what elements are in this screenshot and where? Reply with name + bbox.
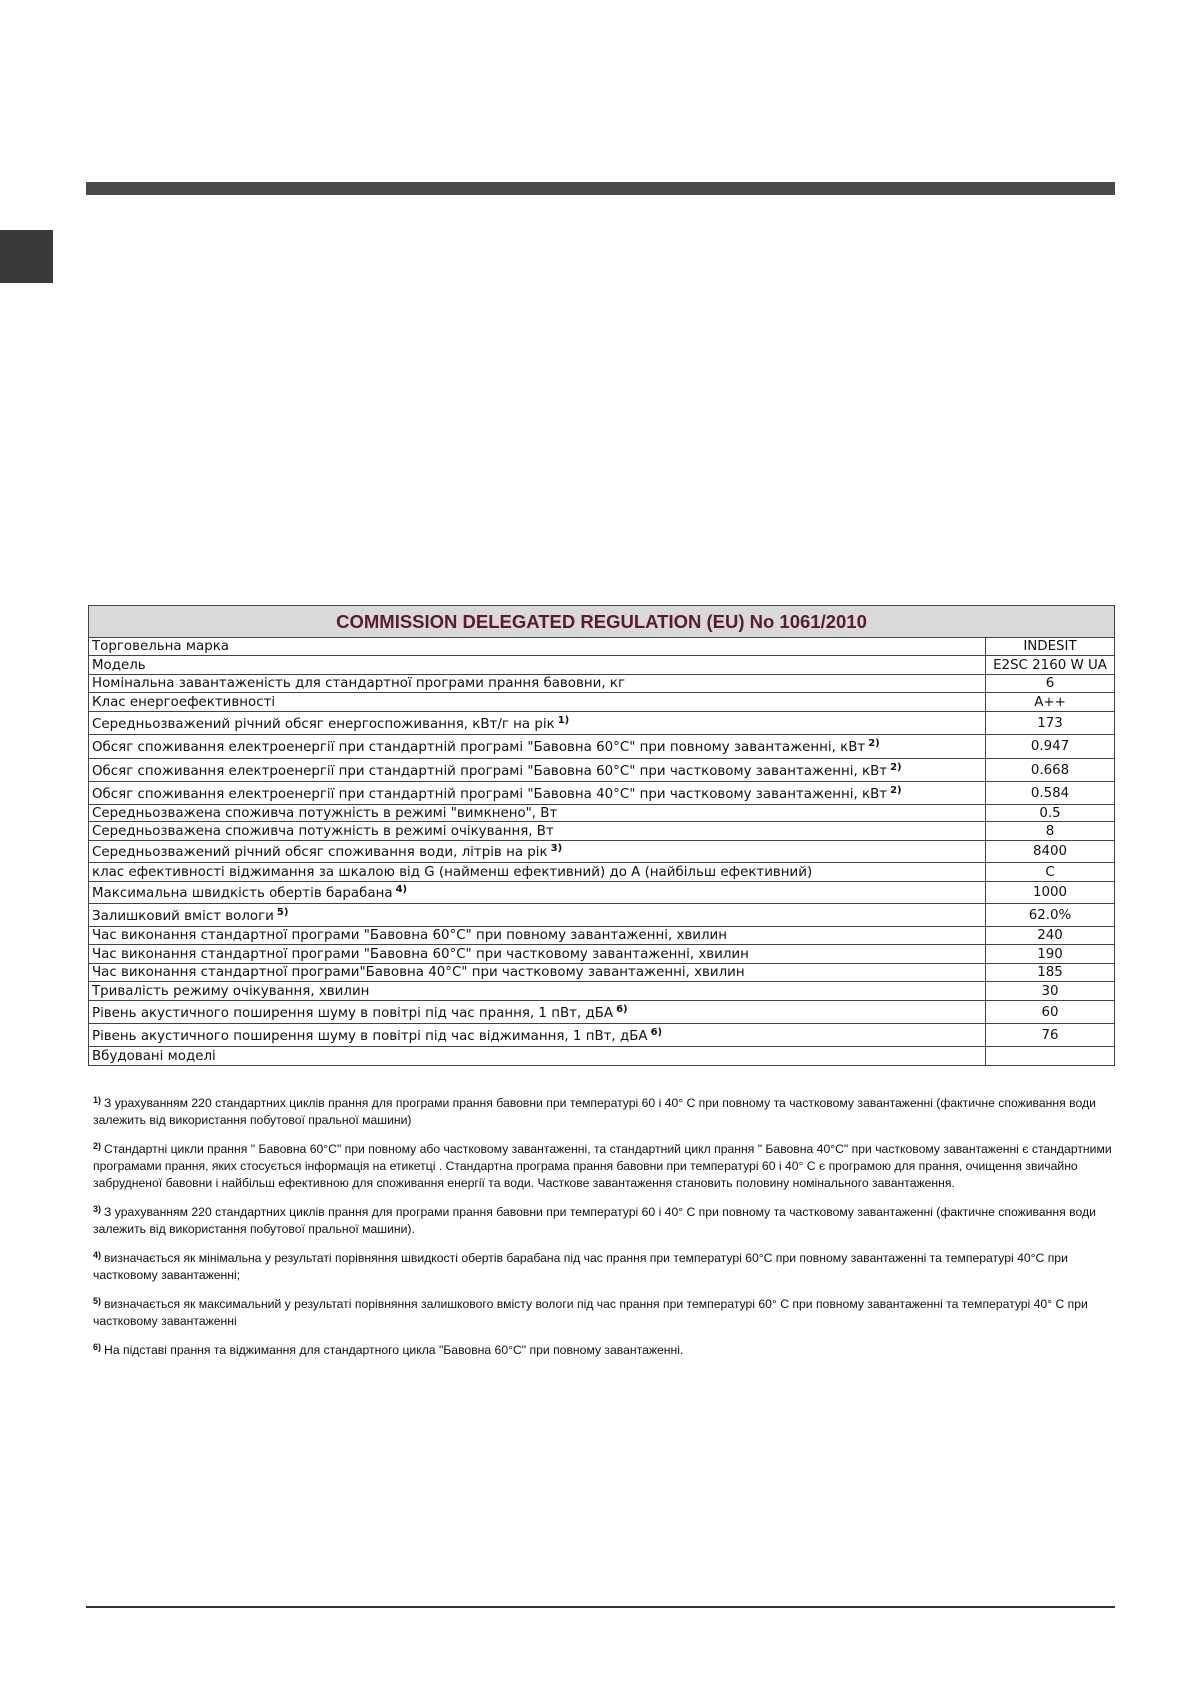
table-row	[89, 882, 1115, 904]
footnote-ref: 1)	[557, 714, 570, 726]
footnote-text: визначається як мінімальна у результаті порівняння швидкості обертів барабана під час прання при температурі 60°С при повному завантаженні та температурі 40°С при частковому завантаженні;	[93, 1251, 1068, 1282]
bottom-rule	[86, 1606, 1115, 1608]
row-value: 0.584	[986, 782, 1115, 805]
table-row	[89, 982, 1115, 1001]
table-row	[89, 805, 1115, 822]
row-value: 30	[986, 982, 1115, 1001]
row-label: Середньозважена споживча потужність в режимі "вимкнено", Вт	[92, 805, 558, 821]
row-value: 8400	[986, 841, 1115, 863]
table-row	[89, 1047, 1115, 1066]
table-row	[89, 675, 1115, 693]
footnote-ref: 5)	[276, 906, 289, 918]
row-value: 1000	[986, 882, 1115, 904]
row-value: 0.668	[986, 759, 1115, 782]
row-value: 8	[986, 822, 1115, 841]
table-row	[89, 735, 1115, 759]
row-label: Середньозважена споживча потужність в режимі очікування, Вт	[92, 823, 554, 839]
row-label: Час виконання стандартної програми"Бавовна 40°С" при частковому завантаженні, хвилин	[92, 965, 745, 980]
footnote-ref: 3)	[550, 843, 563, 854]
footnote-ref: 6)	[650, 1026, 663, 1038]
table-row	[89, 1001, 1115, 1024]
footnotes	[93, 1092, 1113, 1368]
row-label-cell	[89, 841, 986, 863]
row-label-cell	[89, 982, 986, 1001]
row-label-cell	[89, 805, 986, 822]
row-value: 0.947	[986, 735, 1115, 759]
row-label-cell	[89, 927, 986, 945]
row-value: A++	[986, 693, 1115, 712]
row-value: 240	[986, 927, 1115, 945]
row-label-cell	[89, 735, 986, 759]
footnote	[93, 1339, 1113, 1359]
row-label: Час виконання стандартної програми "Бавовна 60°С" при частковому завантаженні, хвилин	[92, 946, 749, 962]
row-label-cell	[89, 759, 986, 782]
footnote	[93, 1247, 1113, 1284]
row-label-cell	[89, 675, 986, 693]
footnote	[93, 1201, 1113, 1238]
row-label: Залишковий вміст вологи	[92, 908, 274, 924]
footnote-ref: 4)	[395, 884, 408, 895]
row-label: Торговельна марка	[92, 639, 229, 654]
top-rule	[86, 182, 1115, 195]
regulation-table	[88, 605, 1115, 1066]
table-row	[89, 841, 1115, 863]
table-row	[89, 927, 1115, 945]
row-label: Середньозважений річний обсяг споживання води, літрів на рік	[92, 845, 548, 860]
table-row	[89, 822, 1115, 841]
footnote-marker: 3)	[93, 1204, 102, 1214]
row-label: Рівень акустичного поширення шуму в повітрі під час прання, 1 пВт, дБА	[92, 1005, 614, 1021]
footnote-text: З урахуванням 220 стандартних циклів прання для програми прання бавовни при температурі 60 і 40° С при повному та частковому завантаженні (фактичне споживання води залежить від використання побутової пральної машини).	[93, 1205, 1096, 1236]
table-row	[89, 693, 1115, 712]
footnote-marker: 6)	[93, 1342, 102, 1352]
row-value: 60	[986, 1001, 1115, 1024]
row-value: 190	[986, 945, 1115, 964]
footnote	[93, 1092, 1113, 1129]
row-label: клас ефективності віджимання за шкалою від G (найменш ефективний) до A (найбільш ефективний)	[92, 864, 813, 880]
row-label-cell	[89, 782, 986, 805]
table-row	[89, 638, 1115, 656]
footnote-marker: 2)	[93, 1141, 102, 1151]
footnote-text: З урахуванням 220 стандартних циклів прання для програми прання бавовни при температурі 60 і 40° С при повному та частковому завантаженні (фактичне споживання води залежить від використання побутової пральної машини)	[93, 1096, 1096, 1127]
table-row	[89, 782, 1115, 805]
table-row	[89, 964, 1115, 982]
footnote-marker: 5)	[93, 1296, 102, 1306]
row-label: Обсяг споживання електроенергії при стандартній програмі "Бавовна 60°С" при частковому завантаженні, кВт	[92, 763, 888, 779]
footnote-ref: 2)	[890, 761, 902, 773]
footnote-text: На підставі прання та віджимання для стандартного цикла "Бавовна 60°С" при повному завантаженні.	[104, 1343, 684, 1357]
table-row	[89, 1024, 1115, 1047]
row-label-cell	[89, 945, 986, 964]
row-value: C	[986, 863, 1115, 882]
row-label-cell	[89, 1001, 986, 1024]
row-value: E2SC 2160 W UA	[986, 656, 1115, 675]
row-label: Обсяг споживання електроенергії при стандартній програмі "Бавовна 40°С" при частковому завантаженні, кВт	[92, 786, 888, 802]
row-label-cell	[89, 882, 986, 904]
row-value: 185	[986, 964, 1115, 982]
row-label: Тривалість режиму очікування, хвилин	[92, 983, 370, 999]
row-label-cell	[89, 1047, 986, 1066]
row-label: Клас енергоефективності	[92, 694, 276, 710]
row-value	[986, 1047, 1115, 1066]
row-label: Час виконання стандартної програми "Бавовна 60°С" при повному завантаженні, хвилин	[92, 928, 728, 943]
table-row	[89, 904, 1115, 927]
row-label: Обсяг споживання електроенергії при стандартній програмі "Бавовна 60°С" при повному завантаженні, кВт	[92, 740, 866, 755]
table-body	[89, 638, 1115, 1066]
row-label: Модель	[92, 657, 146, 673]
table-row	[89, 863, 1115, 882]
footnote-ref: 6)	[616, 1003, 628, 1015]
row-label-cell	[89, 656, 986, 675]
row-label-cell	[89, 638, 986, 656]
row-value: 76	[986, 1024, 1115, 1047]
footnote-text: Стандартні цикли прання " Бавовна 60°С" при повному або частковому завантаженні, та стандартний цикл прання " Бавовна 40°С" при частковому завантаженні є стандартними програмами прання, яких стосується інформація на етикетці . Стандартна програма прання бавовни при температурі 60 і 40° С є програмою для прання, очищення звичайно забрудненої бавовни і найбільш ефективною для споживання енергії та води. Часткове завантаження становить половину номінального завантаження.	[93, 1142, 1112, 1190]
row-value: 6	[986, 675, 1115, 693]
regulation-title: COMMISSION DELEGATED REGULATION (EU) No 1061/2010	[89, 606, 1115, 638]
row-value: INDESIT	[986, 638, 1115, 656]
table-header-row	[89, 606, 1115, 638]
table-row	[89, 656, 1115, 675]
footnote	[93, 1138, 1113, 1192]
row-label-cell	[89, 1024, 986, 1047]
row-label-cell	[89, 712, 986, 735]
row-value: 62.0%	[986, 904, 1115, 927]
row-label: Рівень акустичного поширення шуму в повітрі під час віджимання, 1 пВт, дБА	[92, 1028, 648, 1044]
row-label: Середньозважений річний обсяг енергоспоживання, кВт/г на рік	[92, 716, 555, 732]
row-label: Вбудовані моделі	[92, 1048, 216, 1064]
row-value: 173	[986, 712, 1115, 735]
row-label-cell	[89, 904, 986, 927]
footnote	[93, 1293, 1113, 1330]
table-row	[89, 712, 1115, 735]
footnote-ref: 2)	[890, 784, 902, 796]
row-label: Максимальна швидкість обертів барабана	[92, 886, 393, 901]
footnote-marker: 4)	[93, 1250, 102, 1260]
table-row	[89, 945, 1115, 964]
footnote-text: визначається як максимальний у результаті порівняння залишкового вмісту вологи під час прання при температурі 60° С при повному завантаженні та температурі 40° С при частковому завантаженні	[93, 1297, 1088, 1328]
row-value: 0.5	[986, 805, 1115, 822]
row-label-cell	[89, 964, 986, 982]
row-label-cell	[89, 863, 986, 882]
footnote-ref: 2)	[868, 738, 880, 749]
row-label-cell	[89, 693, 986, 712]
row-label: Номінальна завантаженість для стандартної програми прання бавовни, кг	[92, 676, 625, 691]
table-row	[89, 759, 1115, 782]
footnote-marker: 1)	[93, 1095, 102, 1105]
row-label-cell	[89, 822, 986, 841]
side-tab-marker	[0, 230, 53, 283]
